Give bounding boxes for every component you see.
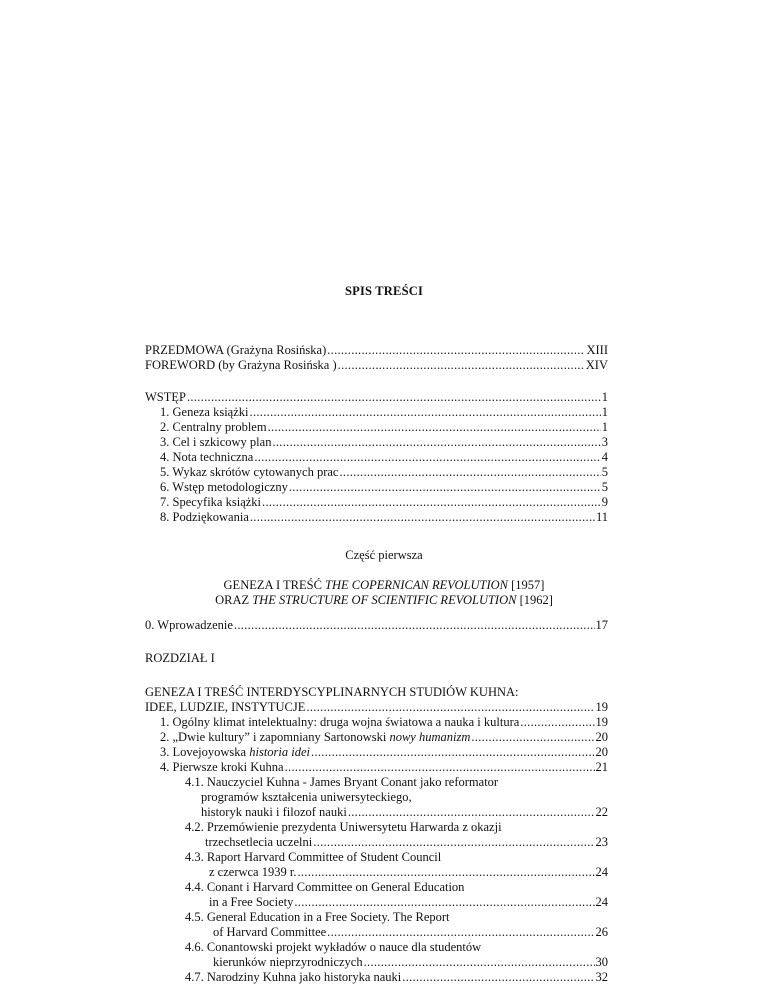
entry-text: in a Free Society bbox=[209, 895, 294, 909]
entry-text: IDEE, LUDZIE, INSTYTUCJE bbox=[145, 700, 306, 714]
leader-dots bbox=[187, 390, 601, 405]
toc-entry-4-5 bbox=[213, 925, 608, 940]
leader-dots bbox=[520, 715, 594, 730]
leader-dots bbox=[306, 700, 594, 715]
entry-text: 8. Podziękowania bbox=[160, 510, 249, 524]
entry-text: WSTĘP bbox=[145, 390, 186, 404]
toc-entry-4-1 bbox=[201, 805, 608, 820]
entry-page: 24 bbox=[595, 895, 608, 909]
toc-entry-4-4 bbox=[209, 895, 608, 910]
toc-entry-4-5-line-1: 4.5. General Education in a Free Society. The Report bbox=[185, 910, 450, 924]
toc-entry-przedmowa bbox=[145, 343, 608, 358]
toc-entry-4-3 bbox=[209, 865, 608, 880]
leader-dots bbox=[268, 420, 601, 435]
toc-entry-intro-4 bbox=[160, 450, 608, 465]
entry-page: 24 bbox=[595, 865, 608, 879]
part-title-line-2 bbox=[0, 593, 768, 608]
entry-text: kierunków nieprzyrodniczych bbox=[213, 955, 363, 969]
entry-text: z czerwca 1939 r. bbox=[209, 865, 297, 879]
leader-dots bbox=[297, 865, 594, 880]
entry-page: 23 bbox=[595, 835, 608, 849]
entry-page: 1 bbox=[601, 420, 608, 434]
entry-page: XIV bbox=[585, 358, 608, 372]
entry-page: 30 bbox=[595, 955, 608, 969]
page-title: SPIS TREŚCI bbox=[344, 284, 424, 298]
toc-entry-4-6 bbox=[213, 955, 608, 970]
leader-dots bbox=[338, 358, 585, 373]
leader-dots bbox=[327, 343, 585, 358]
entry-text: 7. Specyfika książki bbox=[160, 495, 262, 509]
leader-dots bbox=[364, 955, 595, 970]
toc-entry-4-7 bbox=[185, 970, 608, 985]
toc-entry-3 bbox=[160, 745, 608, 760]
leader-dots bbox=[262, 495, 601, 510]
entry-page: 1 bbox=[601, 390, 608, 404]
entry-text-plain: 2. „Dwie kultury” i zapomniany Sartonowski bbox=[160, 730, 390, 744]
entry-text: 3. Cel i szkicowy plan bbox=[160, 435, 272, 449]
chapter-label: ROZDZIAŁ I bbox=[145, 651, 215, 665]
entry-text: 4.7. Narodziny Kuhna jako historyka nauki bbox=[185, 970, 402, 984]
toc-entry-4-1-line-2: programów kształcenia uniwersyteckiego, bbox=[201, 790, 412, 804]
toc-entry-4-2 bbox=[205, 835, 608, 850]
entry-page: 9 bbox=[601, 495, 608, 509]
leader-dots bbox=[234, 618, 595, 633]
toc-entry-intro-2 bbox=[160, 420, 608, 435]
toc-entry-intro-3 bbox=[160, 435, 608, 450]
entry-text: 6. Wstęp metodologiczny bbox=[160, 480, 288, 494]
toc-entry-intro-7 bbox=[160, 495, 608, 510]
leader-dots bbox=[250, 405, 601, 420]
part-label: Część pierwsza bbox=[345, 548, 423, 562]
entry-text-plain: 3. Lovejoyowska bbox=[160, 745, 250, 759]
entry-text: 4. Pierwsze kroki Kuhna bbox=[160, 760, 284, 774]
part-title-text: ORAZ bbox=[215, 593, 253, 607]
entry-page: XIII bbox=[586, 343, 608, 357]
leader-dots bbox=[339, 465, 600, 480]
toc-entry-4-2-line-1: 4.2. Przemówienie prezydenta Uniwersytetu Harwarda z okazji bbox=[185, 820, 502, 834]
toc-entry-4-1-line-1: 4.1. Nauczyciel Kuhna - James Bryant Conant jako reformator bbox=[185, 775, 499, 789]
toc-entry-4 bbox=[160, 760, 608, 775]
entry-text: 1. Geneza książki bbox=[160, 405, 249, 419]
entry-page: 5 bbox=[601, 480, 608, 494]
leader-dots bbox=[272, 435, 600, 450]
part-title-year: [1957] bbox=[508, 578, 545, 592]
part-title-italic: THE COPERNICAN REVOLUTION bbox=[325, 578, 509, 592]
entry-page: 21 bbox=[595, 760, 608, 774]
part-title-italic: THE STRUCTURE OF SCIENTIFIC REVOLUTION bbox=[252, 593, 517, 607]
entry-page: 11 bbox=[595, 510, 608, 524]
leader-dots bbox=[250, 510, 595, 525]
toc-entry-intro-6 bbox=[160, 480, 608, 495]
entry-text: of Harvard Committee bbox=[213, 925, 327, 939]
toc-entry-intro-5 bbox=[160, 465, 608, 480]
toc-entry-1 bbox=[160, 715, 608, 730]
leader-dots bbox=[254, 450, 600, 465]
part-title-line-1 bbox=[0, 578, 768, 593]
leader-dots bbox=[327, 925, 594, 940]
entry-page: 5 bbox=[601, 465, 608, 479]
toc-entry-chapter-title bbox=[145, 700, 608, 715]
entry-page: 20 bbox=[595, 745, 608, 759]
toc-entry-4-3-line-1: 4.3. Raport Harvard Committee of Student Council bbox=[185, 850, 442, 864]
entry-page: 17 bbox=[595, 618, 608, 632]
part-title-year: [1962] bbox=[516, 593, 553, 607]
leader-dots bbox=[285, 760, 595, 775]
entry-text: trzechsetlecia uczelni bbox=[205, 835, 313, 849]
entry-text bbox=[160, 745, 310, 760]
part-title-text: GENEZA I TREŚĆ bbox=[223, 578, 326, 592]
entry-text: PRZEDMOWA (Grażyna Rosińska) bbox=[145, 343, 327, 357]
toc-entry-intro-1 bbox=[160, 405, 608, 420]
entry-page: 22 bbox=[595, 805, 608, 819]
entry-text-italic: nowy humanizm bbox=[389, 730, 471, 744]
entry-text: historyk nauki i filozof nauki bbox=[201, 805, 347, 819]
entry-page: 19 bbox=[595, 700, 608, 714]
toc-entry-4-6-line-1: 4.6. Conantowski projekt wykładów o nauce dla studentów bbox=[185, 940, 482, 954]
entry-page: 1 bbox=[601, 405, 608, 419]
entry-text: 5. Wykaz skrótów cytowanych prac bbox=[160, 465, 339, 479]
entry-page: 19 bbox=[595, 715, 608, 729]
toc-entry-4-4-line-1: 4.4. Conant i Harvard Committee on General Education bbox=[185, 880, 465, 894]
toc-entry-wstep bbox=[145, 390, 608, 405]
leader-dots bbox=[471, 730, 594, 745]
leader-dots bbox=[313, 835, 594, 850]
leader-dots bbox=[289, 480, 601, 495]
entry-text-italic: historia idei bbox=[249, 745, 311, 759]
toc-entry-foreword bbox=[145, 358, 608, 373]
leader-dots bbox=[311, 745, 594, 760]
entry-page: 4 bbox=[601, 450, 608, 464]
leader-dots bbox=[294, 895, 594, 910]
entry-text bbox=[160, 730, 470, 745]
toc-entry-2 bbox=[160, 730, 608, 745]
chapter-title-line-1: GENEZA I TREŚĆ INTERDYSCYPLINARNYCH STUDIÓW KUHNA: bbox=[145, 685, 519, 699]
entry-page: 20 bbox=[595, 730, 608, 744]
entry-page: 3 bbox=[601, 435, 608, 449]
entry-text: 4. Nota techniczna bbox=[160, 450, 254, 464]
entry-text: 1. Ogólny klimat intelektualny: druga wojna światowa a nauka i kultura bbox=[160, 715, 520, 729]
leader-dots bbox=[348, 805, 595, 820]
toc-entry-wprowadzenie bbox=[145, 618, 608, 633]
toc-entry-intro-8 bbox=[160, 510, 608, 525]
entry-text: 2. Centralny problem bbox=[160, 420, 267, 434]
entry-text: FOREWORD (by Grażyna Rosińska ) bbox=[145, 358, 337, 372]
leader-dots bbox=[402, 970, 594, 985]
entry-page: 26 bbox=[595, 925, 608, 939]
entry-text: 0. Wprowadzenie bbox=[145, 618, 233, 632]
entry-page: 32 bbox=[595, 970, 608, 984]
